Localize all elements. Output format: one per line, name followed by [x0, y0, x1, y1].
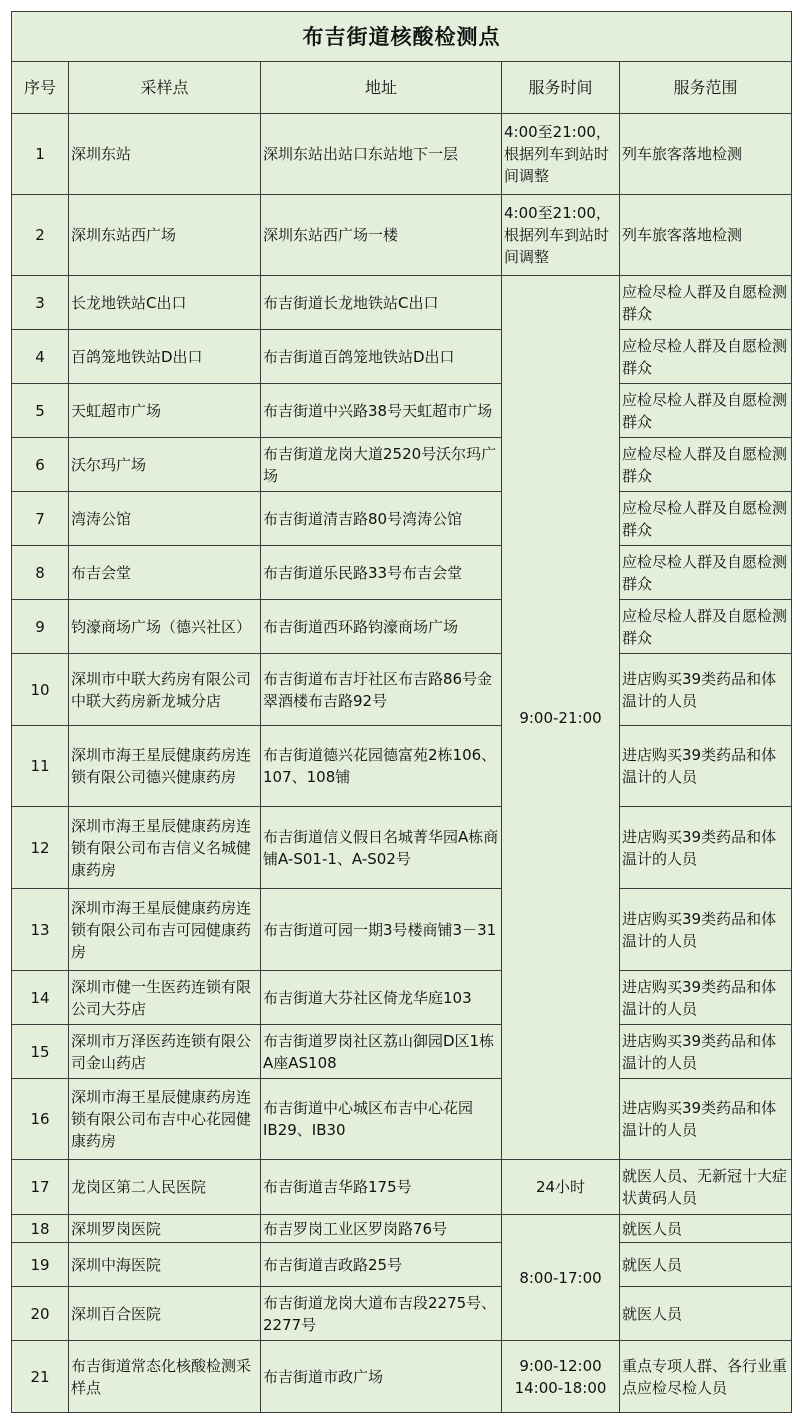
sampling-site: 布吉街道常态化核酸检测采样点 — [69, 1341, 261, 1413]
table-row — [12, 1341, 792, 1413]
row-number: 9 — [12, 600, 69, 654]
table-row — [12, 546, 792, 600]
row-number: 14 — [12, 971, 69, 1025]
service-scope: 应检尽检人群及自愿检测群众 — [620, 438, 792, 492]
service-time-merged: 8:00-17:00 — [502, 1215, 620, 1341]
service-scope: 进店购买39类药品和体温计的人员 — [620, 807, 792, 889]
table-row — [12, 807, 792, 889]
service-scope: 列车旅客落地检测 — [620, 114, 792, 195]
row-number: 11 — [12, 726, 69, 807]
service-scope: 进店购买39类药品和体温计的人员 — [620, 889, 792, 971]
table-row — [12, 1287, 792, 1341]
service-scope: 进店购买39类药品和体温计的人员 — [620, 1025, 792, 1079]
service-time: 4:00至21:00，根据列车到站时间调整 — [502, 195, 620, 276]
sampling-site: 深圳市中联大药房有限公司中联大药房新龙城分店 — [69, 654, 261, 726]
service-scope: 进店购买39类药品和体温计的人员 — [620, 654, 792, 726]
address: 布吉街道龙岗大道2520号沃尔玛广场 — [261, 438, 502, 492]
service-scope: 应检尽检人群及自愿检测群众 — [620, 600, 792, 654]
row-number: 17 — [12, 1160, 69, 1215]
service-scope: 应检尽检人群及自愿检测群众 — [620, 384, 792, 438]
table-row — [12, 1079, 792, 1160]
row-number: 19 — [12, 1243, 69, 1287]
table-title: 布吉街道核酸检测点 — [12, 12, 792, 62]
table-row — [12, 384, 792, 438]
table-row — [12, 276, 792, 330]
address: 布吉街道可园一期3号楼商铺3－31 — [261, 889, 502, 971]
table-row — [12, 1160, 792, 1215]
service-time-line-2: 14:00-18:00 — [514, 1378, 607, 1397]
address: 布吉街道龙岗大道布吉段2275号、2277号 — [261, 1287, 502, 1341]
table-row — [12, 889, 792, 971]
header-service-time: 服务时间 — [502, 62, 620, 114]
row-number: 8 — [12, 546, 69, 600]
table-row — [12, 654, 792, 726]
sampling-site: 钧濠商场广场（德兴社区） — [69, 600, 261, 654]
service-scope: 应检尽检人群及自愿检测群众 — [620, 492, 792, 546]
address: 布吉街道西环路钧濠商场广场 — [261, 600, 502, 654]
address: 布吉街道信义假日名城菁华园A栋商铺A-S01-1、A-S02号 — [261, 807, 502, 889]
address: 深圳东站出站口东站地下一层 — [261, 114, 502, 195]
table-row — [12, 600, 792, 654]
service-scope: 就医人员、无新冠十大症状黄码人员 — [620, 1160, 792, 1215]
address: 布吉街道中兴路38号天虹超市广场 — [261, 384, 502, 438]
sampling-site: 百鸽笼地铁站D出口 — [69, 330, 261, 384]
table-row — [12, 1243, 792, 1287]
address: 布吉街道吉政路25号 — [261, 1243, 502, 1287]
table-row — [12, 971, 792, 1025]
table-row — [12, 195, 792, 276]
address: 布吉街道大芬社区倚龙华庭103 — [261, 971, 502, 1025]
service-time-line-1: 9:00-12:00 — [519, 1356, 602, 1375]
table-row — [12, 438, 792, 492]
sampling-site: 深圳市海王星辰健康药房连锁有限公司德兴健康药房 — [69, 726, 261, 807]
address: 布吉街道德兴花园德富苑2栋106、107、108铺 — [261, 726, 502, 807]
address: 布吉街道罗岗社区荔山御园D区1栋A座AS108 — [261, 1025, 502, 1079]
row-number: 7 — [12, 492, 69, 546]
service-scope: 就医人员 — [620, 1243, 792, 1287]
sampling-site: 长龙地铁站C出口 — [69, 276, 261, 330]
header-site: 采样点 — [69, 62, 261, 114]
service-scope: 就医人员 — [620, 1287, 792, 1341]
service-scope: 应检尽检人群及自愿检测群众 — [620, 330, 792, 384]
sampling-site: 天虹超市广场 — [69, 384, 261, 438]
row-number: 4 — [12, 330, 69, 384]
row-number: 16 — [12, 1079, 69, 1160]
table-row — [12, 1215, 792, 1243]
address: 布吉街道市政广场 — [261, 1341, 502, 1413]
header-address: 地址 — [261, 62, 502, 114]
sampling-site: 深圳市万泽医药连锁有限公司金山药店 — [69, 1025, 261, 1079]
service-time — [502, 1341, 620, 1413]
row-number: 21 — [12, 1341, 69, 1413]
header-service-scope: 服务范围 — [620, 62, 792, 114]
service-scope: 进店购买39类药品和体温计的人员 — [620, 1079, 792, 1160]
header-no: 序号 — [12, 62, 69, 114]
table-row — [12, 492, 792, 546]
row-number: 15 — [12, 1025, 69, 1079]
service-scope: 就医人员 — [620, 1215, 792, 1243]
row-number: 1 — [12, 114, 69, 195]
row-number: 20 — [12, 1287, 69, 1341]
row-number: 13 — [12, 889, 69, 971]
table-row — [12, 1025, 792, 1079]
sampling-site: 湾涛公馆 — [69, 492, 261, 546]
sampling-site: 深圳市健一生医药连锁有限公司大芬店 — [69, 971, 261, 1025]
row-number: 5 — [12, 384, 69, 438]
table-row — [12, 114, 792, 195]
row-number: 6 — [12, 438, 69, 492]
service-time: 24小时 — [502, 1160, 620, 1215]
service-scope: 应检尽检人群及自愿检测群众 — [620, 546, 792, 600]
sampling-site: 深圳市海王星辰健康药房连锁有限公司布吉信义名城健康药房 — [69, 807, 261, 889]
sampling-site: 沃尔玛广场 — [69, 438, 261, 492]
service-scope: 重点专项人群、各行业重点应检尽检人员 — [620, 1341, 792, 1413]
address: 布吉街道长龙地铁站C出口 — [261, 276, 502, 330]
address: 布吉街道中心城区布吉中心花园IB29、IB30 — [261, 1079, 502, 1160]
address: 深圳东站西广场一楼 — [261, 195, 502, 276]
address: 布吉街道吉华路175号 — [261, 1160, 502, 1215]
address: 布吉街道乐民路33号布吉会堂 — [261, 546, 502, 600]
sampling-site: 深圳百合医院 — [69, 1287, 261, 1341]
sampling-site: 深圳中海医院 — [69, 1243, 261, 1287]
service-time-merged: 9:00-21:00 — [502, 276, 620, 1160]
sampling-site: 深圳东站 — [69, 114, 261, 195]
row-number: 12 — [12, 807, 69, 889]
row-number: 18 — [12, 1215, 69, 1243]
row-number: 10 — [12, 654, 69, 726]
sampling-site: 深圳市海王星辰健康药房连锁有限公司布吉中心花园健康药房 — [69, 1079, 261, 1160]
row-number: 3 — [12, 276, 69, 330]
address: 布吉街道布吉圩社区布吉路86号金翠酒楼布吉路92号 — [261, 654, 502, 726]
service-scope: 进店购买39类药品和体温计的人员 — [620, 971, 792, 1025]
row-number: 2 — [12, 195, 69, 276]
sampling-site: 深圳市海王星辰健康药房连锁有限公司布吉可园健康药房 — [69, 889, 261, 971]
sampling-site: 深圳东站西广场 — [69, 195, 261, 276]
nucleic-acid-test-sites-table — [11, 11, 792, 1413]
service-scope: 进店购买39类药品和体温计的人员 — [620, 726, 792, 807]
sampling-site: 布吉会堂 — [69, 546, 261, 600]
sampling-site: 龙岗区第二人民医院 — [69, 1160, 261, 1215]
table-row — [12, 726, 792, 807]
service-scope: 应检尽检人群及自愿检测群众 — [620, 276, 792, 330]
address: 布吉街道清吉路80号湾涛公馆 — [261, 492, 502, 546]
title-row — [12, 12, 792, 62]
service-scope: 列车旅客落地检测 — [620, 195, 792, 276]
service-time: 4:00至21:00，根据列车到站时间调整 — [502, 114, 620, 195]
table-row — [12, 330, 792, 384]
header-row — [12, 62, 792, 114]
address: 布吉街道百鸽笼地铁站D出口 — [261, 330, 502, 384]
sampling-site: 深圳罗岗医院 — [69, 1215, 261, 1243]
address: 布吉罗岗工业区罗岗路76号 — [261, 1215, 502, 1243]
